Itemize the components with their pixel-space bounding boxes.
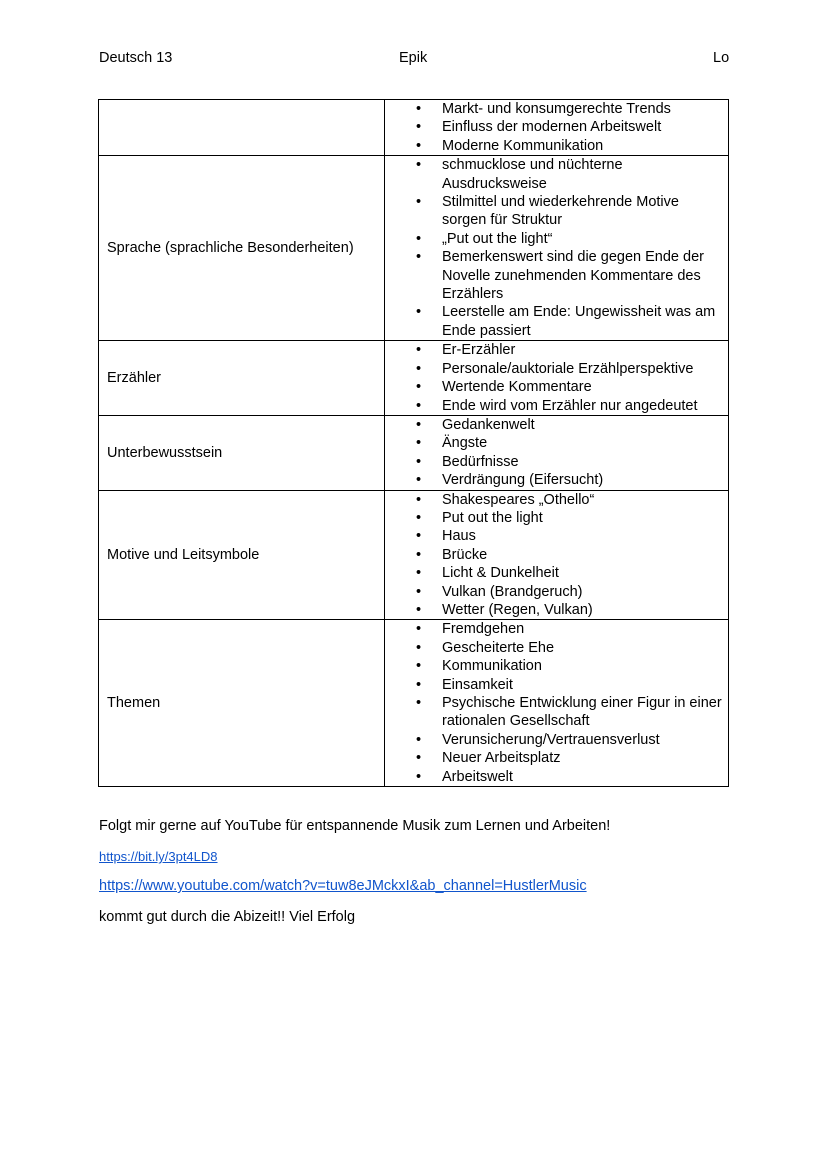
row-items <box>385 415 729 490</box>
list-item: • Wetter (Regen, Vulkan) <box>385 601 728 619</box>
list-item: • Fremdgehen <box>385 620 728 638</box>
list-item: • Shakespeares „Othello“ <box>385 491 728 509</box>
short-link[interactable]: https://bit.ly/3pt4LD8 <box>99 849 218 864</box>
list-item: • Wertende Kommentare <box>385 378 728 396</box>
table-row <box>99 620 729 787</box>
list-item: • Ängste <box>385 434 728 452</box>
row-items <box>385 490 729 620</box>
list-item: • Put out the light <box>385 509 728 527</box>
list-item: • Haus <box>385 527 728 545</box>
row-items <box>385 620 729 787</box>
list-item: • Markt- und konsumgerechte Trends <box>385 100 728 118</box>
list-item: • Brücke <box>385 546 728 564</box>
table-row <box>99 156 729 341</box>
list-item: • Stilmittel und wiederkehrende Motive sorgen für Struktur <box>385 193 728 230</box>
youtube-link[interactable]: https://www.youtube.com/watch?v=tuw8eJMckxI&ab_channel=HustlerMusic <box>99 878 587 894</box>
list-item: • Leerstelle am Ende: Ungewissheit was am Ende passiert <box>385 303 728 340</box>
header-author: Lo <box>713 50 730 66</box>
list-item: • Neuer Arbeitsplatz <box>385 749 728 767</box>
list-item: • Bemerkenswert sind die gegen Ende der Novelle zunehmenden Kommentare des Erzählers <box>385 248 728 303</box>
bullet-list <box>385 620 728 786</box>
row-category: Unterbewusstsein <box>99 415 385 490</box>
list-item: • Er-Erzähler <box>385 341 728 359</box>
row-items <box>385 100 729 156</box>
row-category: Motive und Leitsymbole <box>99 490 385 620</box>
row-category: Sprache (sprachliche Besonderheiten) <box>99 156 385 341</box>
list-item: • Psychische Entwicklung einer Figur in einer rationalen Gesellschaft <box>385 694 728 731</box>
list-item: • Kommunikation <box>385 657 728 675</box>
summary-table-body <box>99 100 729 787</box>
bullet-list <box>385 416 728 490</box>
table-row <box>99 100 729 156</box>
bullet-list <box>385 491 728 620</box>
follow-text: Folgt mir gerne auf YouTube für entspannende Musik zum Lernen und Arbeiten! <box>99 818 611 834</box>
bullet-list <box>385 156 728 340</box>
list-item: • Gedankenwelt <box>385 416 728 434</box>
list-item: • Arbeitswelt <box>385 768 728 786</box>
table-row <box>99 490 729 620</box>
list-item: • Gescheiterte Ehe <box>385 639 728 657</box>
list-item: • Einsamkeit <box>385 676 728 694</box>
bullet-list <box>385 100 728 155</box>
list-item: • Vulkan (Brandgeruch) <box>385 583 728 601</box>
list-item: • Einfluss der modernen Arbeitswelt <box>385 118 728 136</box>
closing-wish: kommt gut durch die Abizeit!! Viel Erfolg <box>99 909 356 925</box>
row-category: Themen <box>99 620 385 787</box>
list-item: • Bedürfnisse <box>385 453 728 471</box>
row-category <box>99 100 385 156</box>
list-item: • Moderne Kommunikation <box>385 137 728 155</box>
list-item: • „Put out the light“ <box>385 230 728 248</box>
table-row <box>99 341 729 416</box>
list-item: • Verdrängung (Eifersucht) <box>385 471 728 489</box>
table-row <box>99 415 729 490</box>
header-title: Epik <box>399 50 428 66</box>
summary-table <box>98 99 729 787</box>
list-item: • schmucklose und nüchterne Ausdrucksweise <box>385 156 728 193</box>
list-item: • Ende wird vom Erzähler nur angedeutet <box>385 397 728 415</box>
header-subject: Deutsch 13 <box>99 50 173 66</box>
row-items <box>385 341 729 416</box>
row-category: Erzähler <box>99 341 385 416</box>
list-item: • Verunsicherung/Vertrauensverlust <box>385 731 728 749</box>
row-items <box>385 156 729 341</box>
bullet-list <box>385 341 728 415</box>
list-item: • Licht & Dunkelheit <box>385 564 728 582</box>
list-item: • Personale/auktoriale Erzählperspektive <box>385 360 728 378</box>
